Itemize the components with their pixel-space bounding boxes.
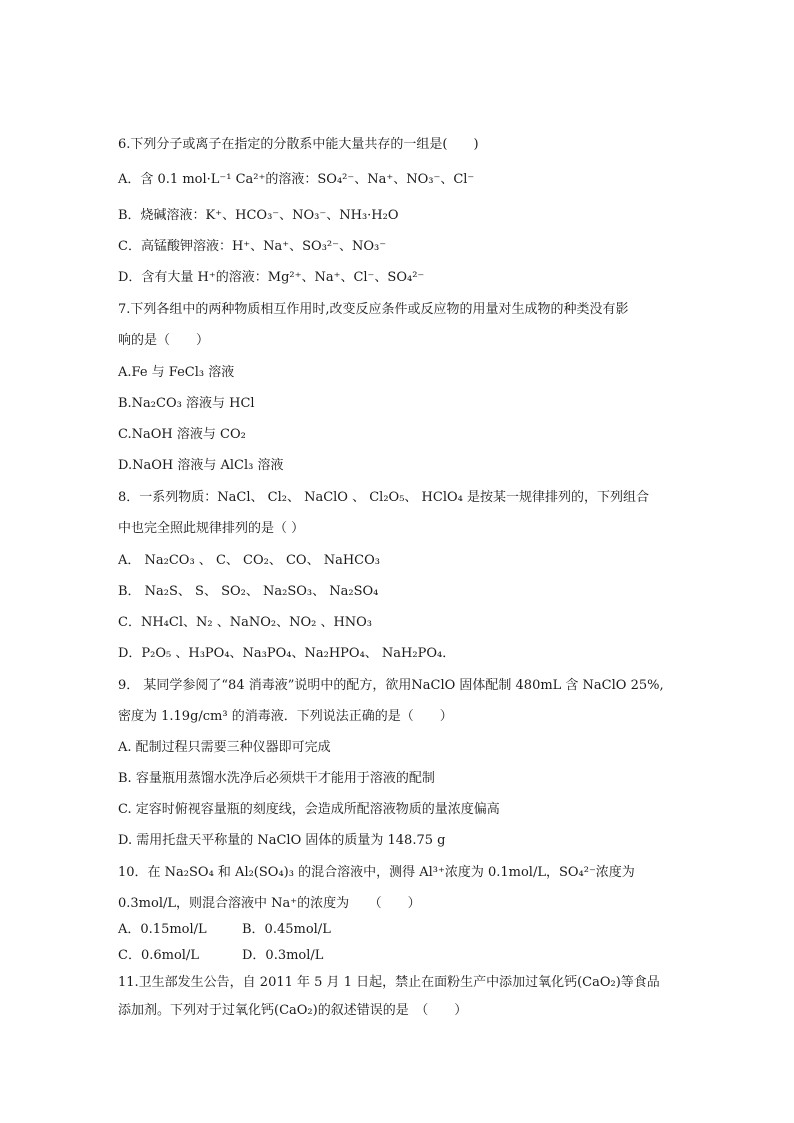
q9-option-d: D. 需用托盘天平称量的 NaClO 固体的质量为 148.75 g	[118, 833, 446, 848]
q7-stem-line1: 7.下列各组中的两种物质相互作用时,改变反应条件或反应物的用量对生成物的种类没有影	[118, 302, 629, 317]
q6-option-a: A．含 0.1 mol·L⁻¹ Ca²⁺的溶液：SO₄²⁻、Na⁺、NO₃⁻、Cl⁻	[118, 172, 475, 187]
q6-stem: 6.下列分子或离子在指定的分散系中能大量共存的一组是( )	[118, 137, 479, 152]
q10-option-a: A．0.15mol/L	[118, 922, 207, 937]
q11-stem-line1: 11.卫生部发生公告，自 2011 年 5 月 1 日起，禁止在面粉生产中添加过氧化钙(CaO₂)等食品	[118, 975, 660, 990]
q10-option-c: C．0.6mol/L	[118, 948, 199, 963]
q11-stem-line2: 添加剂。下列对于过氧化钙(CaO₂)的叙述错误的是 （ ）	[118, 1003, 468, 1018]
q9-option-a: A. 配制过程只需要三种仪器即可完成	[118, 740, 331, 755]
q7-option-c: C.NaOH 溶液与 CO₂	[118, 427, 246, 442]
q8-stem-line1: 8．一系列物质：NaCl、 Cl₂、 NaClO 、 Cl₂O₅、 HClO₄ 是按某一规律排列的，下列组合	[118, 490, 649, 505]
q7-option-a: A.Fe 与 FeCl₃ 溶液	[118, 365, 235, 380]
q7-stem-line2: 响的是（ ）	[118, 333, 210, 348]
q8-option-d: D．P₂O₅ 、H₃PO₄、Na₃PO₄、Na₂HPO₄、 NaH₂PO₄．	[118, 646, 456, 661]
q10-options-row1	[118, 922, 688, 938]
q9-option-c: C. 定容时俯视容量瓶的刻度线，会造成所配溶液物质的量浓度偏高	[118, 802, 500, 817]
q9-stem-line2: 密度为 1.19g/cm³ 的消毒液．下列说法正确的是（ ）	[118, 709, 453, 724]
q6-option-c: C．高锰酸钾溶液：H⁺、Na⁺、SO₃²⁻、NO₃⁻	[118, 239, 387, 254]
q10-stem-line1: 10．在 Na₂SO₄ 和 Al₂(SO₄)₃ 的混合溶液中，测得 Al³⁺浓度为 0.1mol/L，SO₄²⁻浓度为	[118, 865, 635, 880]
q8-option-a: A． Na₂CO₃ 、 C、 CO₂、 CO、 NaHCO₃	[118, 553, 380, 568]
q9-option-b: B. 容量瓶用蒸馏水洗净后必须烘干才能用于溶液的配制	[118, 771, 435, 786]
q8-option-c: C．NH₄Cl、N₂ 、NaNO₂、NO₂ 、HNO₃	[118, 615, 373, 630]
q8-stem-line2: 中也完全照此规律排列的是（ ）	[118, 521, 305, 536]
q6-option-d: D．含有大量 H⁺的溶液：Mg²⁺、Na⁺、Cl⁻、SO₄²⁻	[118, 270, 425, 285]
q7-option-b: B.Na₂CO₃ 溶液与 HCl	[118, 396, 255, 411]
q10-option-d: D．0.3mol/L	[242, 948, 324, 963]
q10-stem-line2: 0.3mol/L，则混合溶液中 Na⁺的浓度为 （ ）	[118, 896, 421, 911]
q6-option-b: B．烧碱溶液：K⁺、HCO₃⁻、NO₃⁻、NH₃·H₂O	[118, 208, 399, 223]
q10-option-b: B．0.45mol/L	[242, 922, 331, 937]
q9-stem-line1: 9． 某同学参阅了“84 消毒液”说明中的配方，欲用NaClO 固体配制 480mL 含 NaClO 25%,	[118, 678, 664, 693]
q7-option-d: D.NaOH 溶液与 AlCl₃ 溶液	[118, 458, 284, 473]
q10-options-row2	[118, 948, 688, 964]
q8-option-b: B． Na₂S、 S、 SO₂、 Na₂SO₃、 Na₂SO₄	[118, 584, 379, 599]
